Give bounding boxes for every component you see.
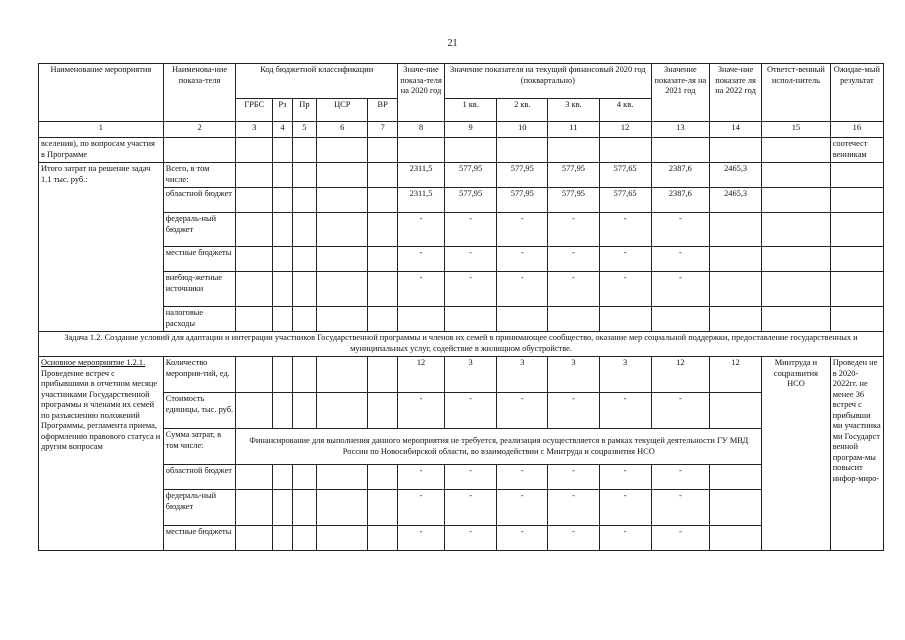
totals-v2020: - bbox=[398, 213, 445, 247]
event-v2020: - bbox=[398, 490, 445, 526]
totals-q3: 577,95 bbox=[548, 188, 599, 213]
event-description: Проведение встреч с прибывшими в отчетном месяце участниками Государственной программы и членами их семей по разъяснению положений Программы, регламента приема, оформлению правового статуса и другим вопросам bbox=[41, 368, 161, 451]
totals-v2022: 2465,3 bbox=[710, 163, 762, 188]
totals-row bbox=[39, 213, 884, 247]
event-q4: - bbox=[599, 465, 651, 490]
page-number: 21 bbox=[447, 38, 458, 49]
column-number: 7 bbox=[368, 122, 398, 138]
totals-v2022 bbox=[710, 272, 762, 307]
event-indicator: областной бюджет bbox=[163, 465, 236, 490]
carry-row bbox=[39, 138, 884, 163]
event-q1: - bbox=[445, 393, 497, 429]
totals-q4: - bbox=[599, 272, 651, 307]
carry-result: соотечест венникам bbox=[830, 138, 883, 163]
event-row bbox=[39, 357, 884, 393]
header-rz: Рз bbox=[273, 99, 292, 122]
event-v2021: - bbox=[651, 465, 709, 490]
totals-q2: 577,95 bbox=[497, 163, 548, 188]
totals-row bbox=[39, 188, 884, 213]
totals-indicator: налоговые расходы bbox=[163, 307, 236, 332]
totals-v2020: - bbox=[398, 247, 445, 272]
totals-v2021: 2387,6 bbox=[651, 188, 709, 213]
event-row bbox=[39, 393, 884, 429]
totals-q4: - bbox=[599, 247, 651, 272]
totals-v2021: - bbox=[651, 213, 709, 247]
event-v2021: - bbox=[651, 526, 709, 551]
event-indicator: федераль-ный бюджет bbox=[163, 490, 236, 526]
header-event-name: Наименование мероприятия bbox=[39, 64, 164, 122]
column-number: 15 bbox=[762, 122, 831, 138]
event-q1: - bbox=[445, 526, 497, 551]
header-vr: ВР bbox=[368, 99, 398, 122]
totals-q3: - bbox=[548, 213, 599, 247]
event-result: Проведен не в 2020-2022гг. не менее 36 встреч с прибывши ми участника ми Государст венной програм-мы повысит инфор-миро- bbox=[830, 357, 883, 551]
totals-v2020: 2311,5 bbox=[398, 188, 445, 213]
column-number: 1 bbox=[39, 122, 164, 138]
event-q1: - bbox=[445, 465, 497, 490]
column-number: 2 bbox=[163, 122, 236, 138]
event-q2: - bbox=[497, 526, 548, 551]
event-q3: - bbox=[548, 393, 599, 429]
totals-q4: 577,65 bbox=[599, 163, 651, 188]
column-number: 4 bbox=[273, 122, 292, 138]
event-q2: 3 bbox=[497, 357, 548, 393]
event-v2021: - bbox=[651, 393, 709, 429]
header-budget-code: Код бюджетной классификации bbox=[236, 64, 398, 99]
totals-q1: 577,95 bbox=[445, 163, 497, 188]
header-current-value: Значение показателя на текущий финансовый 2020 год (поквартально) bbox=[445, 64, 652, 99]
totals-q4 bbox=[599, 307, 651, 332]
totals-indicator: внебюд-жетные источники bbox=[163, 272, 236, 307]
event-q1: 3 bbox=[445, 357, 497, 393]
totals-row bbox=[39, 272, 884, 307]
column-number: 6 bbox=[317, 122, 368, 138]
event-title: Основное мероприятие 1.2.1. bbox=[41, 358, 146, 367]
totals-v2022 bbox=[710, 213, 762, 247]
event-indicator: Стоимость единицы, тыс. руб. bbox=[163, 393, 236, 429]
event-v2020: 12 bbox=[398, 357, 445, 393]
event-q2: - bbox=[497, 465, 548, 490]
event-indicator: местные бюджеты bbox=[163, 526, 236, 551]
header-value-2021: Значение показате-ля на 2021 год bbox=[651, 64, 709, 122]
task-1-2-title: Задача 1.2. Создание условий для адаптации и интеграции участников Государственной программы и членов их семей в принимающее сообщество, оказание мер социальной поддержки, предоставление государственных и муниципальных услуг, содействие в жилищном обустройстве. bbox=[39, 332, 884, 357]
totals-row bbox=[39, 307, 884, 332]
event-responsible: Минтруда и соцразвития НСО bbox=[762, 357, 831, 551]
column-number: 3 bbox=[236, 122, 273, 138]
totals-q1: - bbox=[445, 272, 497, 307]
header-value-2020: Значе-ние показа-теля на 2020 год bbox=[398, 64, 445, 122]
totals-q3 bbox=[548, 307, 599, 332]
totals-q3: - bbox=[548, 247, 599, 272]
event-v2022 bbox=[710, 526, 762, 551]
event-row bbox=[39, 526, 884, 551]
column-number: 13 bbox=[651, 122, 709, 138]
totals-indicator: Всего, в том числе: bbox=[163, 163, 236, 188]
event-v2020: - bbox=[398, 393, 445, 429]
event-indicator: Количество мероприя-тий, ед. bbox=[163, 357, 236, 393]
event-q3: - bbox=[548, 465, 599, 490]
totals-q1: - bbox=[445, 213, 497, 247]
column-number: 14 bbox=[710, 122, 762, 138]
header-q1: 1 кв. bbox=[445, 99, 497, 122]
column-number: 11 bbox=[548, 122, 599, 138]
column-number: 12 bbox=[599, 122, 651, 138]
event-v2022 bbox=[710, 490, 762, 526]
header-pr: Пр bbox=[292, 99, 317, 122]
totals-q2: - bbox=[497, 213, 548, 247]
column-number: 9 bbox=[445, 122, 497, 138]
event-q3: - bbox=[548, 526, 599, 551]
totals-q1: - bbox=[445, 247, 497, 272]
event-q2: - bbox=[497, 393, 548, 429]
totals-q4: - bbox=[599, 213, 651, 247]
event-v2022: 12 bbox=[710, 357, 762, 393]
event-q4: - bbox=[599, 526, 651, 551]
event-v2020: - bbox=[398, 526, 445, 551]
event-q4: - bbox=[599, 393, 651, 429]
event-v2022 bbox=[710, 393, 762, 429]
totals-q3: - bbox=[548, 272, 599, 307]
totals-q2: - bbox=[497, 247, 548, 272]
column-number: 10 bbox=[497, 122, 548, 138]
event-q3: - bbox=[548, 490, 599, 526]
event-cell bbox=[39, 357, 164, 551]
totals-q4: 577,65 bbox=[599, 188, 651, 213]
carry-event: вселения), по вопросам участия в Программе bbox=[39, 138, 164, 163]
event-q4: 3 bbox=[599, 357, 651, 393]
column-number: 8 bbox=[398, 122, 445, 138]
header-value-2022: Значе-ние показате ля на 2022 год bbox=[710, 64, 762, 122]
totals-q1: 577,95 bbox=[445, 188, 497, 213]
header-expected-result: Ожидае-мый результат bbox=[830, 64, 883, 122]
header-row bbox=[39, 64, 884, 99]
column-number-row bbox=[39, 122, 884, 138]
totals-v2021: 2387,6 bbox=[651, 163, 709, 188]
event-q1: - bbox=[445, 490, 497, 526]
event-v2021: 12 bbox=[651, 357, 709, 393]
totals-v2020: 2311,5 bbox=[398, 163, 445, 188]
totals-label: Итого затрат на решение задач 1.1 тыс. руб.: bbox=[39, 163, 164, 332]
totals-q1 bbox=[445, 307, 497, 332]
totals-indicator: федераль-ный бюджет bbox=[163, 213, 236, 247]
totals-v2022: 2465,3 bbox=[710, 188, 762, 213]
totals-q2: - bbox=[497, 272, 548, 307]
totals-v2021: - bbox=[651, 272, 709, 307]
totals-v2020: - bbox=[398, 272, 445, 307]
event-row bbox=[39, 429, 884, 465]
totals-v2020 bbox=[398, 307, 445, 332]
header-q3: 3 кв. bbox=[548, 99, 599, 122]
column-number: 5 bbox=[292, 122, 317, 138]
header-responsible: Ответст-венный испол-нитель bbox=[762, 64, 831, 122]
event-row bbox=[39, 490, 884, 526]
header-csr: ЦСР bbox=[317, 99, 368, 122]
event-v2020: - bbox=[398, 465, 445, 490]
event-v2021: - bbox=[651, 490, 709, 526]
financing-note: Финансирование для выполнения данного мероприятия не требуется, реализация осуществляется в рамках текущей деятельности ГУ МВД России по Новосибирской области, во взаимодействии с Минтруда и соцразвития НСО bbox=[236, 429, 762, 465]
totals-v2022 bbox=[710, 307, 762, 332]
event-q2: - bbox=[497, 490, 548, 526]
totals-v2021 bbox=[651, 307, 709, 332]
event-q3: 3 bbox=[548, 357, 599, 393]
header-grbs: ГРБС bbox=[236, 99, 273, 122]
header-q4: 4 кв. bbox=[599, 99, 651, 122]
totals-v2021: - bbox=[651, 247, 709, 272]
header-q2: 2 кв. bbox=[497, 99, 548, 122]
event-v2022 bbox=[710, 465, 762, 490]
totals-v2022 bbox=[710, 247, 762, 272]
totals-row bbox=[39, 247, 884, 272]
totals-row bbox=[39, 163, 884, 188]
event-indicator: Сумма затрат, в том числе: bbox=[163, 429, 236, 465]
totals-q3: 577,95 bbox=[548, 163, 599, 188]
event-q4: - bbox=[599, 490, 651, 526]
totals-indicator: областной бюджет bbox=[163, 188, 236, 213]
totals-indicator: местные бюджеты bbox=[163, 247, 236, 272]
event-row bbox=[39, 465, 884, 490]
task-row bbox=[39, 332, 884, 357]
header-indicator-name: Наименова-ние показа-теля bbox=[163, 64, 236, 122]
program-table bbox=[38, 63, 884, 551]
totals-q2: 577,95 bbox=[497, 188, 548, 213]
column-number: 16 bbox=[830, 122, 883, 138]
totals-q2 bbox=[497, 307, 548, 332]
